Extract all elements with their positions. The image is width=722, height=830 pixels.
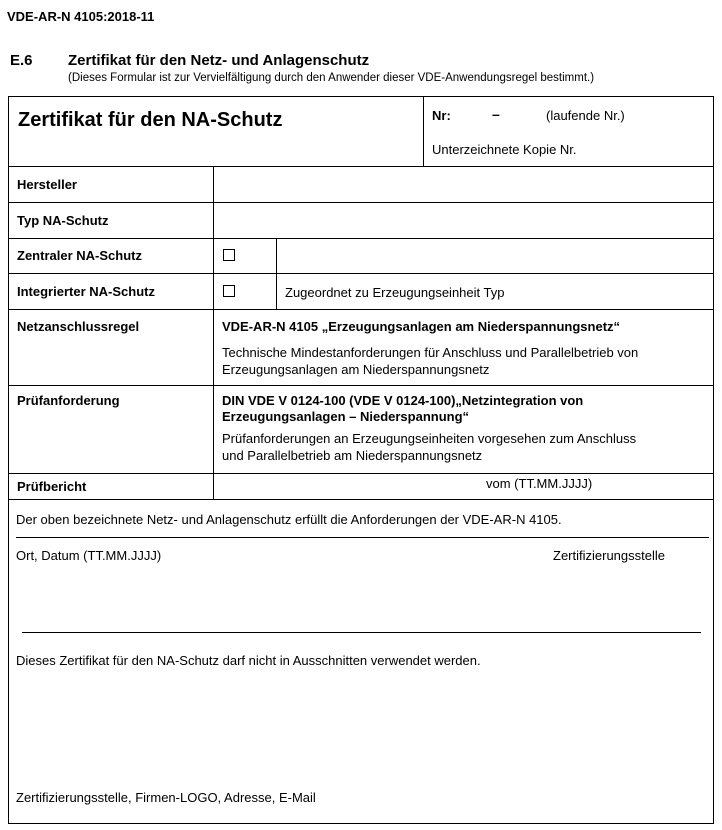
row-divider <box>8 309 714 310</box>
section-number: E.6 <box>10 52 33 69</box>
row-divider <box>8 385 714 386</box>
conformity-statement: Der oben bezeichnete Netz- und Anlagenschutz erfüllt die Anforderungen der VDE-AR-N 4105. <box>16 512 562 527</box>
integrierter-checkbox[interactable] <box>223 285 235 297</box>
ort-datum-label: Ort, Datum (TT.MM.JJJJ) <box>16 548 162 563</box>
zentraler-checkbox[interactable] <box>223 249 235 261</box>
pruefanforderung-label: Prüfanforderung <box>17 393 120 408</box>
certificate-title: Zertifikat für den NA-Schutz <box>18 109 283 131</box>
section-title: Zertifikat für den Netz- und Anlagenschutz <box>68 52 370 69</box>
document-id: VDE-AR-N 4105:2018-11 <box>7 9 155 24</box>
typ-label: Typ NA-Schutz <box>17 213 109 228</box>
nr-label: Nr: <box>432 108 451 123</box>
hersteller-label: Hersteller <box>17 177 77 192</box>
issuer-footer: Zertifizierungsstelle, Firmen-LOGO, Adresse, E-Mail <box>16 790 316 805</box>
integrierter-label: Integrierter NA-Schutz <box>17 284 155 299</box>
integrierter-note: Zugeordnet zu Erzeugungseinheit Typ <box>285 285 505 300</box>
pruefanforderung-desc-2: und Parallelbetrieb am Niederspannungsnetz <box>222 448 483 463</box>
title-divider <box>423 96 424 166</box>
pruefanforderung-title-1: DIN VDE V 0124-100 (VDE V 0124-100)„Netzintegration von <box>222 393 584 408</box>
copy-number-label: Unterzeichnete Kopie Nr. <box>432 142 577 157</box>
zentraler-label: Zentraler NA-Schutz <box>17 248 142 263</box>
zertifizierungsstelle-label: Zertifizierungsstelle <box>553 548 665 563</box>
netzanschlussregel-title: VDE-AR-N 4105 „Erzeugungsanlagen am Niederspannungsnetz“ <box>222 319 621 334</box>
row-divider <box>8 499 714 500</box>
pruefanforderung-title-2: Erzeugungsanlagen – Niederspannung“ <box>222 409 470 424</box>
row-divider <box>8 238 714 239</box>
hersteller-field[interactable] <box>214 167 713 202</box>
checkbox-column-divider <box>276 238 277 309</box>
netzanschlussregel-label: Netzanschlussregel <box>17 319 140 334</box>
pruefbericht-label: Prüfbericht <box>17 479 87 494</box>
nr-running-label: (laufende Nr.) <box>546 108 625 123</box>
netzanschlussregel-desc-2: Erzeugungsanlagen am Niederspannungsnetz <box>222 362 490 377</box>
typ-field[interactable] <box>214 203 713 238</box>
pruefbericht-vom: vom (TT.MM.JJJJ) <box>486 476 593 491</box>
pruefanforderung-desc-1: Prüfanforderungen an Erzeugungseinheiten vorgesehen zum Anschluss <box>222 431 637 446</box>
pruefbericht-field[interactable] <box>214 474 474 498</box>
netzanschlussregel-desc-1: Technische Mindestanforderungen für Anschluss und Parallelbetrieb von <box>222 345 639 360</box>
usage-note: Dieses Zertifikat für den NA-Schutz darf nicht in Ausschnitten verwendet werden. <box>16 653 481 668</box>
statement-divider <box>16 537 709 538</box>
section-note: (Dieses Formular ist zur Vervielfältigung durch den Anwender dieser VDE-Anwendungsregel bestimmt.) <box>68 72 595 84</box>
nr-dash: – <box>492 106 500 122</box>
signature-line <box>22 632 701 633</box>
row-divider <box>8 273 714 274</box>
